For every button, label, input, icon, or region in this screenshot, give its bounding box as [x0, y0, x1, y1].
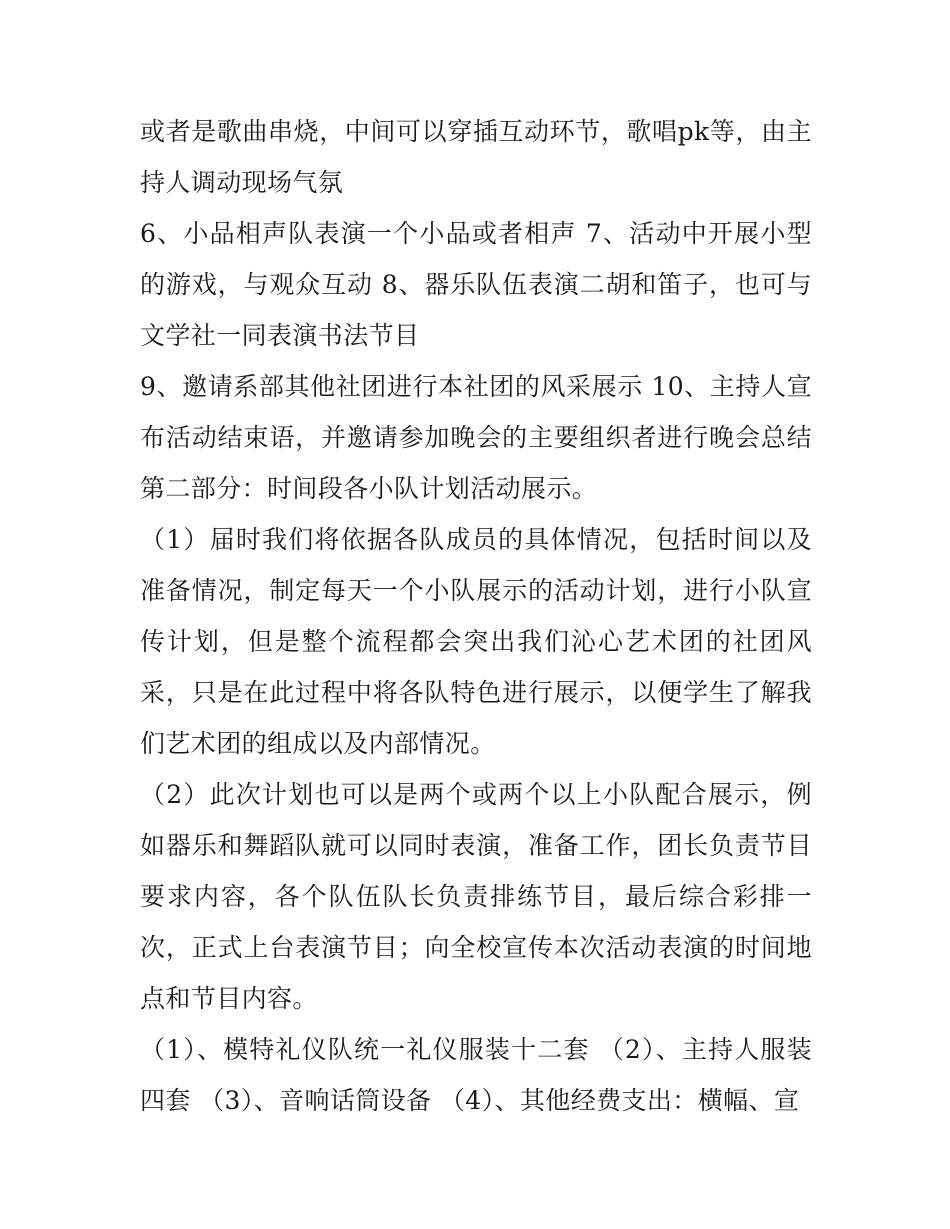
- paragraph-1: 或者是歌曲串烧，中间可以穿插互动环节，歌唱pk等，由主持人调动现场气氛: [140, 117, 812, 197]
- paragraph-5: （2）此次计划也可以是两个或两个以上小队配合展示，例如器乐和舞蹈队就可以同时表演，准备工作，团长负责节目要求内容，各个队伍队长负责排练节目，最后综合彩排一次，正式上台表演节目；向全校宣传本次活动表演的时间地点和节目内容。: [140, 780, 812, 1013]
- paragraph-3: 9、邀请系部其他社团进行本社团的风采展示 10、主持人宣布活动结束语，并邀请参加晚会的主要组织者进行晚会总结第二部分：时间段各小队计划活动展示。: [140, 372, 812, 503]
- document-body: [140, 106, 812, 1126]
- paragraph-4: （1）届时我们将依据各队成员的具体情况，包括时间以及准备情况，制定每天一个小队展示的活动计划，进行小队宣传计划，但是整个流程都会突出我们沁心艺术团的社团风采，只是在此过程中将各队特色进行展示，以便学生了解我们艺术团的组成以及内部情况。: [140, 525, 812, 758]
- paragraph-6: （1）、模特礼仪队统一礼仪服装十二套 （2）、主持人服装四套 （3）、音响话筒设备 （4）、其他经费支出：横幅、宣: [140, 1035, 812, 1115]
- paragraph-2: 6、小品相声队表演一个小品或者相声 7、活动中开展小型的游戏，与观众互动 8、器乐队伍表演二胡和笛子，也可与文学社一同表演书法节目: [140, 219, 812, 350]
